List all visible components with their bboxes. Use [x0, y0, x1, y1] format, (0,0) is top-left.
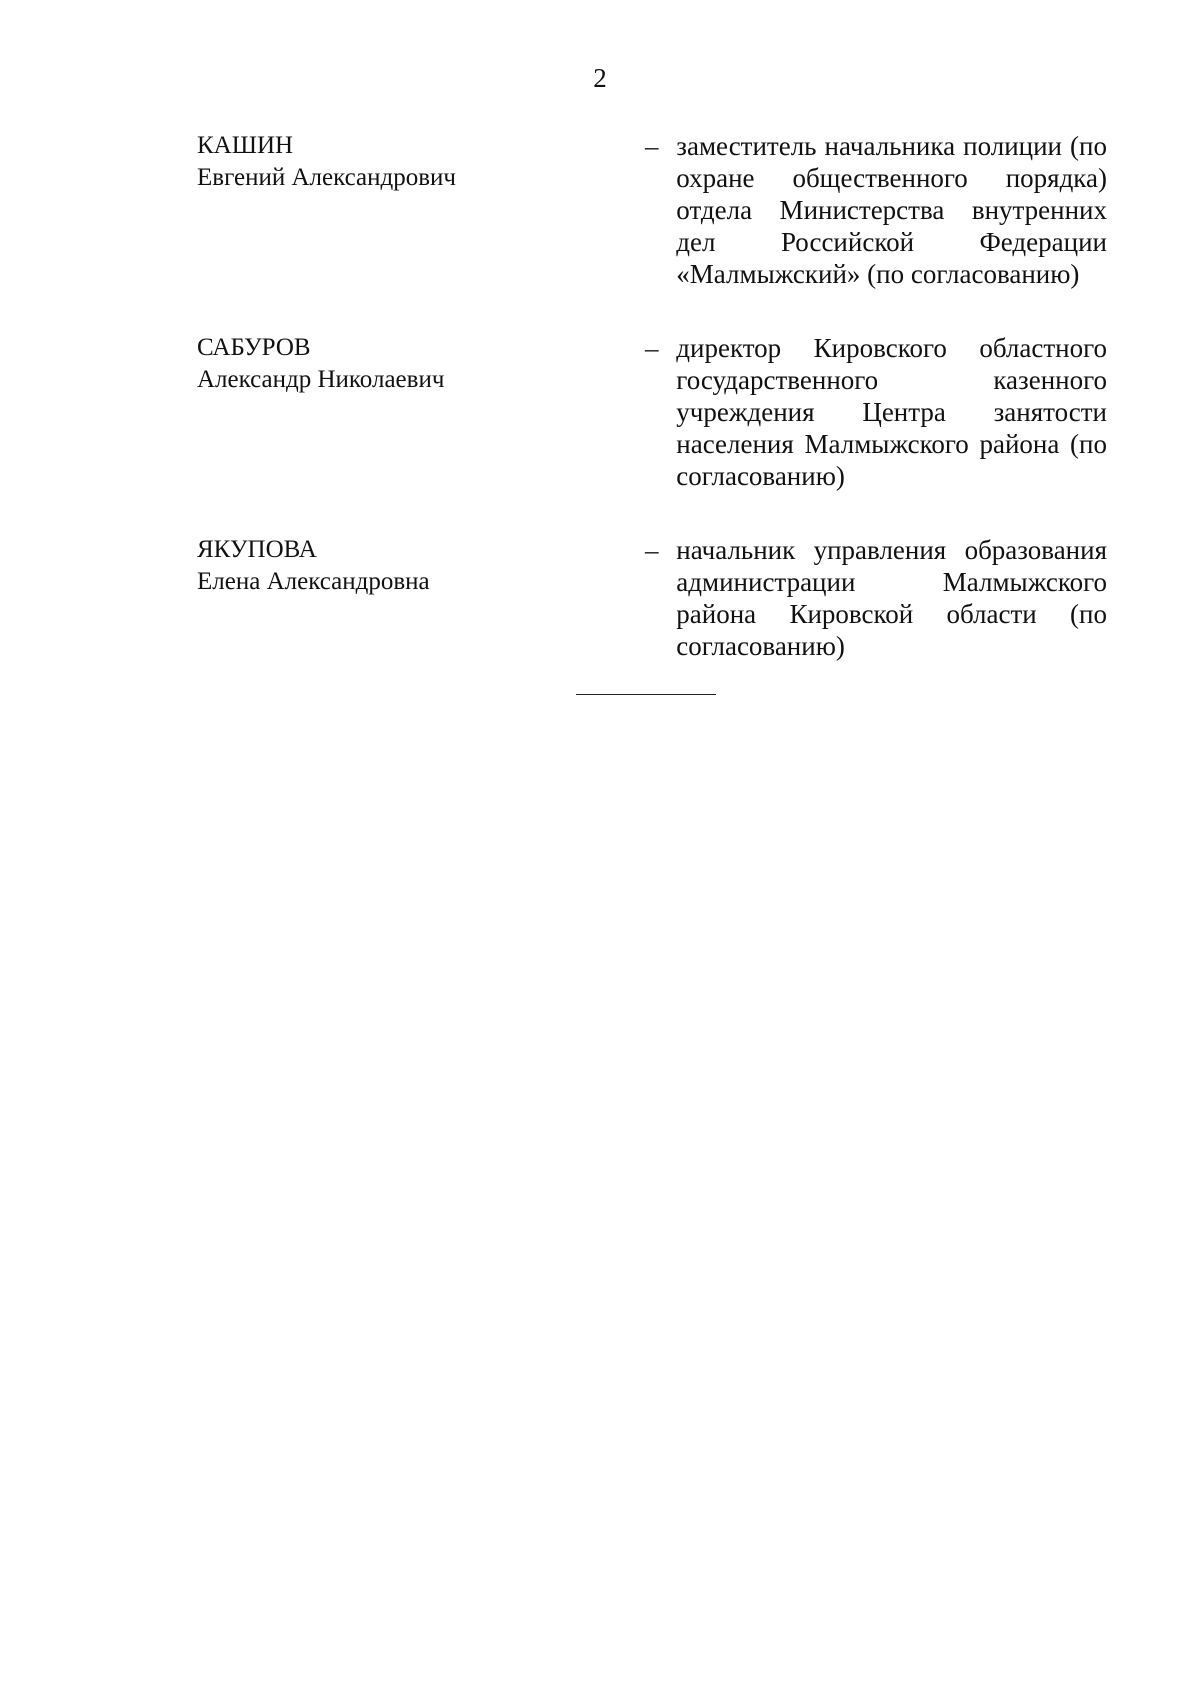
member-given-names: Евгений Александрович [197, 164, 456, 191]
member-position: заместитель начальника полиции (по охране общественного порядка) отдела Министерства внутренних дел Российской Федерации «Малмыжский» (по согласованию) [676, 131, 1107, 289]
member-name [197, 534, 477, 598]
entry-dash: – [645, 535, 659, 565]
entry-dash: – [645, 333, 659, 363]
page-number: 2 [593, 63, 607, 93]
member-given-names: Елена Александровна [197, 568, 430, 595]
member-surname: САБУРОВ [197, 334, 311, 361]
member-surname: ЯКУПОВА [197, 536, 317, 563]
member-name [197, 332, 477, 396]
member-entry [197, 130, 1107, 290]
member-given-names: Александр Николаевич [197, 366, 445, 393]
member-name [197, 130, 477, 194]
member-list [197, 130, 1107, 704]
member-position: директор Кировского областного государственного казенного учреждения Центра занятости населения Малмыжского района (по согласованию) [676, 333, 1107, 491]
member-entry [197, 534, 1107, 662]
member-position: начальник управления образования администрации Малмыжского района Кировской области (по согласованию) [676, 535, 1107, 661]
member-entry [197, 332, 1107, 492]
entry-dash: – [645, 131, 659, 161]
closing-divider-line [576, 694, 716, 695]
member-surname: КАШИН [197, 132, 294, 159]
